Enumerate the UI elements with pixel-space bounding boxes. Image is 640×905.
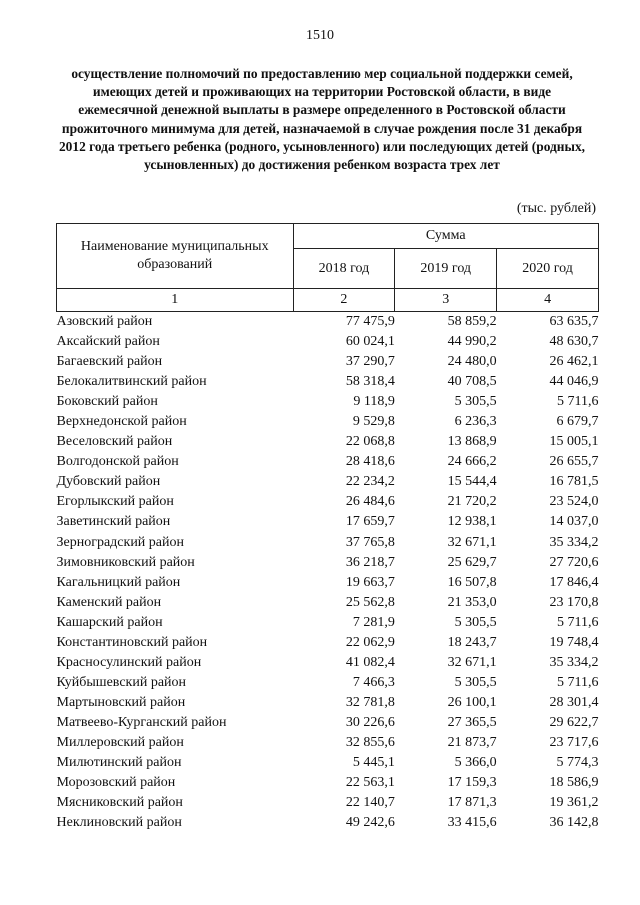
district-name-cell: Каменский район xyxy=(56,594,162,610)
table-row xyxy=(57,392,599,412)
value-2019-cell: 27 365,5 xyxy=(447,714,497,730)
table-row xyxy=(57,533,599,553)
table-row xyxy=(57,452,599,472)
district-name-cell: Дубовский район xyxy=(56,474,161,490)
district-name-cell: Кагальницкий район xyxy=(56,574,181,590)
district-name-cell: Матвеево-Курганский район xyxy=(56,714,227,730)
value-2019-cell: 21 873,7 xyxy=(447,735,497,750)
district-name-cell: Константиновский район xyxy=(56,634,208,650)
district-name-cell: Багаевский район xyxy=(56,354,163,370)
district-name-cell: Неклиновский район xyxy=(56,815,182,831)
table-row xyxy=(57,673,599,693)
table-row xyxy=(57,773,599,793)
value-2019-cell: 32 671,1 xyxy=(447,654,497,670)
value-2019-cell: 5 366,0 xyxy=(454,755,497,771)
value-2018-cell: 9 118,9 xyxy=(353,394,395,410)
district-name-cell: Зимовниковский район xyxy=(56,554,195,570)
value-2018-cell: 37 765,8 xyxy=(345,534,395,550)
table-row xyxy=(57,432,599,452)
value-2018-cell: 37 290,7 xyxy=(345,354,395,370)
column-header-2018: 2018 год xyxy=(293,249,395,289)
district-name-cell: Азовский район xyxy=(56,314,153,330)
value-2020-cell: 19 748,4 xyxy=(549,634,599,650)
district-name-cell: Веселовский район xyxy=(56,434,173,450)
value-2019-cell: 13 868,9 xyxy=(447,434,497,450)
table-body xyxy=(57,312,599,834)
value-2018-cell: 41 082,4 xyxy=(345,654,395,670)
district-name-cell: Милютинский район xyxy=(56,755,182,771)
value-2020-cell: 63 635,7 xyxy=(549,314,599,330)
value-2018-cell: 22 563,1 xyxy=(345,775,395,791)
value-2020-cell: 26 462,1 xyxy=(549,354,599,370)
table-row xyxy=(57,613,599,633)
value-2019-cell: 18 243,7 xyxy=(447,634,497,650)
table-row xyxy=(57,753,599,773)
value-2018-cell: 32 855,6 xyxy=(345,735,395,750)
district-name-cell: Красносулинский район xyxy=(56,654,202,670)
table-row xyxy=(57,512,599,532)
value-2020-cell: 26 655,7 xyxy=(549,454,599,470)
table-row xyxy=(57,332,599,352)
table-row xyxy=(57,593,599,613)
value-2019-cell: 32 671,1 xyxy=(447,534,497,550)
value-2020-cell: 27 720,6 xyxy=(549,554,599,570)
value-2018-cell: 7 281,9 xyxy=(352,614,395,630)
value-2020-cell: 23 524,0 xyxy=(549,494,599,510)
value-2018-cell: 17 659,7 xyxy=(345,514,395,530)
value-2019-cell: 16 507,8 xyxy=(447,574,497,590)
district-name-cell: Куйбышевский район xyxy=(56,674,187,690)
table-row xyxy=(57,472,599,492)
value-2018-cell: 30 226,6 xyxy=(345,714,395,730)
value-2018-cell: 9 529,8 xyxy=(352,414,395,430)
district-name-cell: Верхнедонской район xyxy=(56,414,187,430)
budget-table xyxy=(56,223,599,833)
units-label: (тыс. рублей) xyxy=(516,201,596,216)
value-2020-cell: 28 301,4 xyxy=(549,694,599,710)
value-2019-cell: 21 353,0 xyxy=(447,594,497,610)
value-2020-cell: 44 046,9 xyxy=(549,374,599,390)
page-number: 1510 xyxy=(306,28,334,43)
value-2020-cell: 35 334,2 xyxy=(549,654,599,670)
value-2020-cell: 5 711,6 xyxy=(557,674,599,690)
value-2019-cell: 17 159,3 xyxy=(447,775,497,791)
value-2018-cell: 22 068,8 xyxy=(345,434,395,450)
value-2019-cell: 6 236,3 xyxy=(454,414,497,430)
value-2019-cell: 24 480,0 xyxy=(447,354,497,370)
table-row xyxy=(57,352,599,372)
value-2018-cell: 28 418,6 xyxy=(345,454,395,470)
value-2018-cell: 60 024,1 xyxy=(345,334,395,350)
value-2019-cell: 5 305,5 xyxy=(454,674,497,690)
table-row xyxy=(57,713,599,733)
value-2018-cell: 36 218,7 xyxy=(345,554,395,570)
value-2019-cell: 5 305,5 xyxy=(454,394,497,410)
value-2020-cell: 23 717,6 xyxy=(549,735,599,750)
district-name-cell: Егорлыкский район xyxy=(56,494,174,510)
district-name-cell: Миллеровский район xyxy=(56,735,184,750)
value-2020-cell: 18 586,9 xyxy=(549,775,599,791)
column-header-2020: 2020 год xyxy=(497,249,599,289)
value-2019-cell: 26 100,1 xyxy=(447,694,497,710)
value-2020-cell: 16 781,5 xyxy=(549,474,599,490)
district-name-cell: Волгодонской район xyxy=(56,454,179,470)
value-2019-cell: 15 544,4 xyxy=(447,474,497,490)
value-2019-cell: 25 629,7 xyxy=(447,554,497,570)
district-name-cell: Зерноградский район xyxy=(56,534,184,550)
value-2019-cell: 33 415,6 xyxy=(447,815,497,831)
value-2019-cell: 5 305,5 xyxy=(454,614,497,630)
table-row xyxy=(57,492,599,512)
district-name-cell: Заветинский район xyxy=(56,514,171,530)
column-index-2: 2 xyxy=(293,289,395,312)
value-2020-cell: 29 622,7 xyxy=(549,714,599,730)
value-2020-cell: 17 846,4 xyxy=(549,574,599,590)
value-2018-cell: 7 466,3 xyxy=(352,674,395,690)
value-2020-cell: 23 170,8 xyxy=(549,594,599,610)
value-2018-cell: 22 140,7 xyxy=(345,795,395,811)
table-row xyxy=(57,793,599,813)
table-row xyxy=(57,653,599,673)
table-row xyxy=(57,693,599,713)
district-name-cell: Белокалитвинский район xyxy=(56,374,207,390)
value-2018-cell: 22 062,9 xyxy=(345,634,395,650)
district-name-cell: Мартыновский район xyxy=(56,694,186,710)
value-2019-cell: 17 871,3 xyxy=(447,795,497,811)
value-2020-cell: 5 711,6 xyxy=(557,394,599,410)
table-row xyxy=(57,312,599,333)
district-name-cell: Мясниковский район xyxy=(56,795,183,811)
column-header-name: Наименование муниципальных образований xyxy=(57,224,294,289)
value-2020-cell: 5 711,6 xyxy=(557,614,599,630)
value-2018-cell: 26 484,6 xyxy=(345,494,395,510)
value-2018-cell: 49 242,6 xyxy=(345,815,395,831)
district-name-cell: Морозовский район xyxy=(56,775,176,791)
value-2018-cell: 19 663,7 xyxy=(345,574,395,590)
table-row xyxy=(57,813,599,833)
table-row xyxy=(57,412,599,432)
value-2020-cell: 36 142,8 xyxy=(549,815,599,831)
value-2018-cell: 32 781,8 xyxy=(345,694,395,710)
column-index-4: 4 xyxy=(497,289,599,312)
value-2020-cell: 19 361,2 xyxy=(549,795,599,811)
district-name-cell: Кашарский район xyxy=(56,614,163,630)
value-2020-cell: 5 774,3 xyxy=(556,755,599,771)
value-2018-cell: 77 475,9 xyxy=(345,314,395,330)
table-row xyxy=(57,573,599,593)
document-title: осуществление полномочий по предоставлению мер социальной поддержки семей, имеющих детей и проживающих на территории Ростовской области, в виде ежемесячной денежной выплаты в размере определенного в Ростовской области прожиточного минимума для детей, назначаемой в случае рождения после 31 декабря 2012 года третьего ребенка (родного, усыновленного) или последующих детей (родных, усыновленных) до достижения ребенком возраста трех лет xyxy=(58,66,586,173)
value-2019-cell: 24 666,2 xyxy=(447,454,497,470)
table-row xyxy=(57,372,599,392)
value-2019-cell: 12 938,1 xyxy=(447,514,497,530)
value-2019-cell: 21 720,2 xyxy=(447,494,497,510)
district-name-cell: Боковский район xyxy=(56,394,158,410)
value-2019-cell: 58 859,2 xyxy=(447,314,497,330)
value-2020-cell: 15 005,1 xyxy=(549,434,599,450)
column-index-1: 1 xyxy=(57,289,294,312)
value-2020-cell: 35 334,2 xyxy=(549,534,599,550)
column-header-2019: 2019 год xyxy=(395,249,497,289)
column-index-3: 3 xyxy=(395,289,497,312)
value-2020-cell: 14 037,0 xyxy=(549,514,599,530)
value-2018-cell: 5 445,1 xyxy=(352,755,395,771)
value-2018-cell: 25 562,8 xyxy=(345,594,395,610)
table-row xyxy=(57,733,599,753)
table-header xyxy=(57,224,599,312)
value-2019-cell: 44 990,2 xyxy=(447,334,497,350)
value-2019-cell: 40 708,5 xyxy=(447,374,497,390)
value-2018-cell: 22 234,2 xyxy=(345,474,395,490)
district-name-cell: Аксайский район xyxy=(56,334,160,350)
value-2020-cell: 6 679,7 xyxy=(556,414,599,430)
value-2020-cell: 48 630,7 xyxy=(549,334,599,350)
table-row xyxy=(57,633,599,653)
value-2018-cell: 58 318,4 xyxy=(345,374,395,390)
table-row xyxy=(57,553,599,573)
column-header-sum: Сумма xyxy=(293,224,598,249)
